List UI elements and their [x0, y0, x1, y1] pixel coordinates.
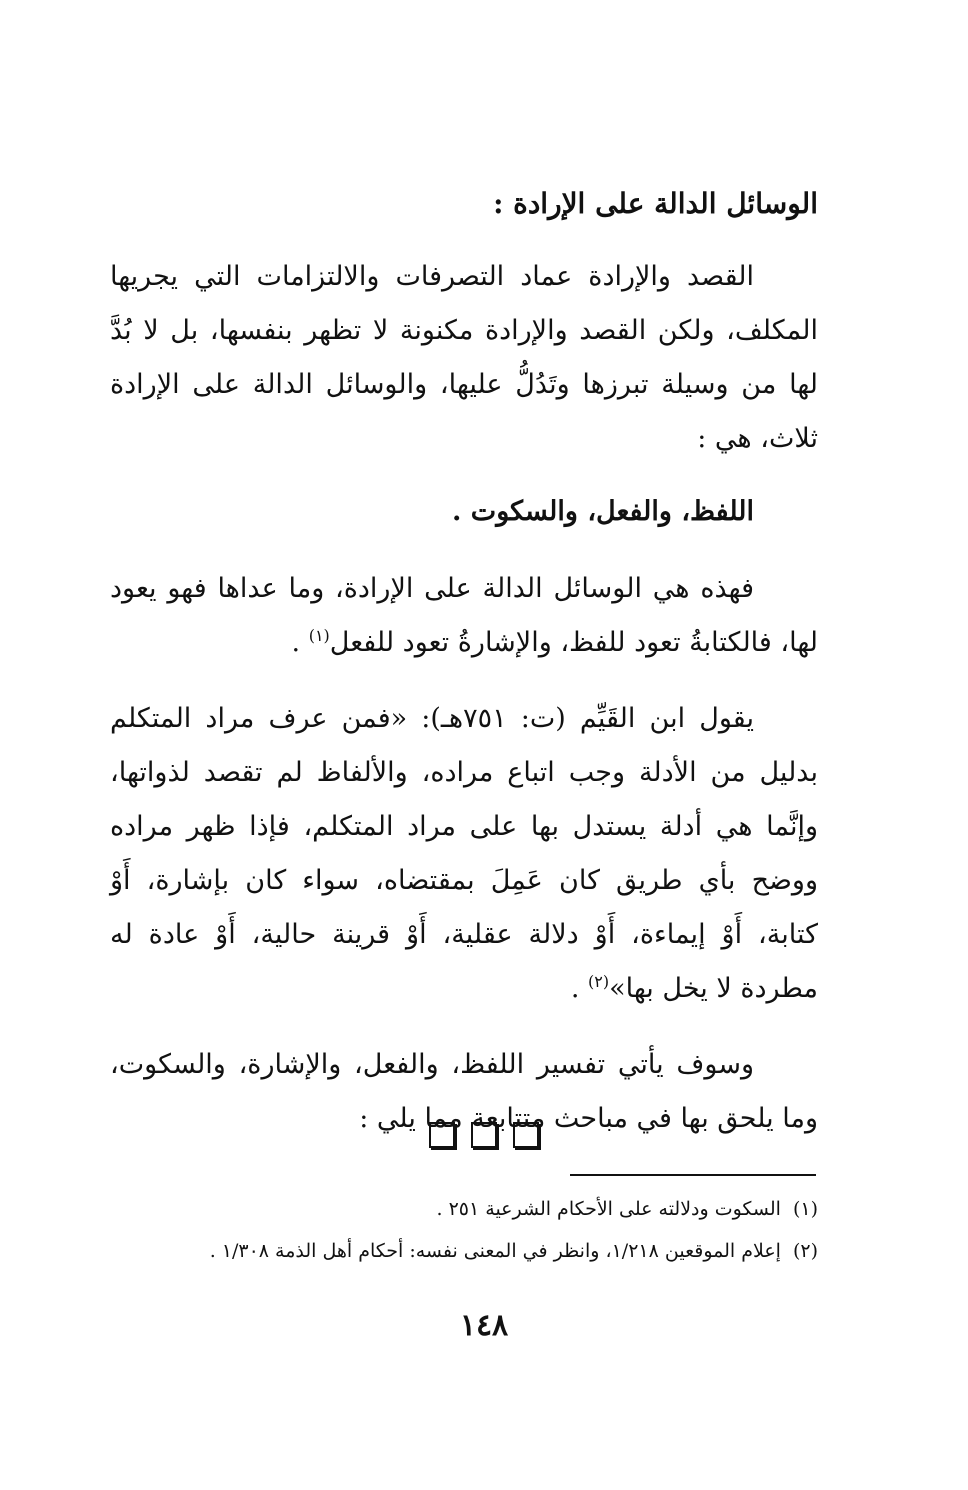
section-divider-ornament — [0, 1122, 968, 1152]
page-number: ١٤٨ — [459, 1308, 509, 1343]
footnote-number: (١) — [792, 1198, 818, 1220]
square-ornament-icon — [429, 1122, 455, 1148]
footnote-text: السكوت ودلالته على الأحكام الشرعية ٢٥١ . — [436, 1198, 781, 1220]
footnotes — [110, 1188, 818, 1272]
paragraph-3-quote — [110, 692, 818, 1016]
section-heading: الوسائل الدالة على الإرادة : — [493, 187, 818, 220]
footnote-number: (٢) — [792, 1240, 818, 1262]
paragraph-3-end: . — [570, 973, 588, 1004]
paragraph-2-text: فهذه هي الوسائل الدالة على الإرادة، وما عداها فهو يعود لها، فالكتابةُ تعود للفظ، والإشارةُ تعود للفعل — [110, 573, 818, 658]
footnote-ref-2: (٢) — [587, 972, 610, 991]
paragraph-3-text: يقول ابن القَيِّم (ت: ٧٥١هـ): «فمن عرف مراد المتكلم بدليل من الأدلة وجب اتباع مراده، والألفاظ لم تقصد لذواتها، وإنَّما هي أدلة يستدل بها على مراد المتكلم، فإذا ظهر مراده ووضح بأي طريق كان عَمِلَ بمقتضاه، سواء كان بإشارة، أَوْ كتابة، أَوْ إيماءة، أَوْ دلالة عقلية، أَوْ قرينة حالية، أَوْ عادة له مطردة لا يخل بها» — [110, 703, 818, 1004]
page-body — [110, 180, 818, 1168]
paragraph-1: القصد والإرادة عماد التصرفات والالتزامات التي يجريها المكلف، ولكن القصد والإرادة مكنونة لا تظهر بنفسها، بل لا بُدَّ لها من وسيلة تبرزها وتَدُلُّ عليها، والوسائل الدالة على الإرادة ثلاث، هي : — [110, 261, 818, 454]
square-ornament-icon — [471, 1122, 497, 1148]
bold-summary-line: اللفظ، والفعل، والسكوت . — [451, 496, 754, 527]
paragraph-2-end: . — [291, 627, 309, 658]
footnote-ref-1: (١) — [308, 626, 330, 645]
footnote-item — [110, 1188, 818, 1230]
paragraph-4: وسوف يأتي تفسير اللفظ، والفعل، والإشارة، والسكوت، وما يلحق بها في مباحث متتابعة مما يلي : — [110, 1049, 818, 1134]
square-ornament-icon — [513, 1122, 539, 1148]
footnote-separator — [570, 1174, 816, 1176]
footnote-item — [110, 1230, 818, 1272]
paragraph-2 — [110, 562, 818, 670]
footnote-text: إعلام الموقعين ١/٢١٨، وانظر في المعنى نفسه: أحكام أهل الذمة ١/٣٠٨ . — [209, 1240, 781, 1262]
